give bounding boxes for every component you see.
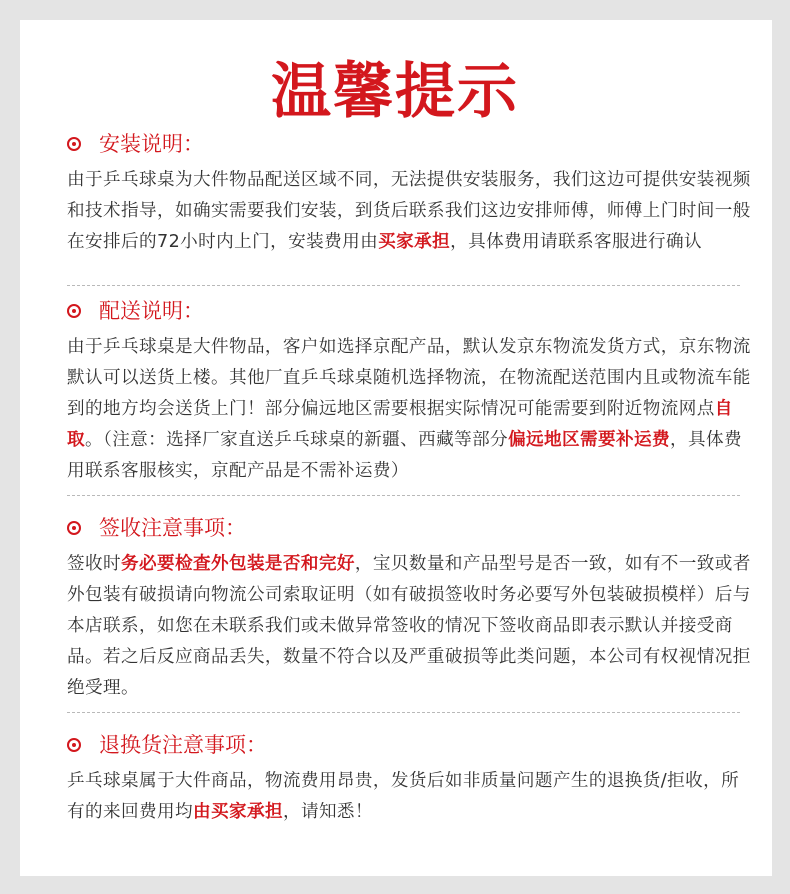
body-text: ，具体费用请联系客服进行确认 [450, 232, 702, 252]
section-body [67, 549, 757, 704]
target-bullet-icon [67, 137, 81, 151]
body-text: 。（注意：选择厂家直送乒乓球桌的新疆、西藏等部分 [85, 430, 509, 450]
section-heading [67, 511, 757, 545]
body-text: ，请知悉！ [282, 802, 373, 822]
body-text: 由于乒乓球桌为大件物品配送区域不同，无法提供安装服务，我们这边可提供安装视频和技术指导，如确实需要我们安装，到货后联系我们这边安排师傅，师傅上门时间一般在安排后的72小时内上门，安装费用由 [67, 170, 751, 252]
section-heading [67, 127, 757, 161]
section-heading [67, 294, 757, 328]
delivery-section [67, 294, 757, 487]
body-text: 签收时 [67, 554, 121, 574]
highlight-text: 务必要检查外包装是否和完好 [120, 554, 355, 574]
section-heading-text: 退换货注意事项： [99, 733, 267, 757]
target-bullet-icon [67, 521, 81, 535]
highlight-text: 买家承担 [378, 232, 451, 252]
body-text: ，具体费用联系客服核实，京配产品是不需补运费） [67, 430, 742, 481]
body-text: ，宝贝数量和产品型号是否一致，如有不一致或者外包装有破损请向物流公司索取证明（如有破损签收时务必要写外包装破损模样）后与本店联系，如您在未联系我们或未做异常签收的情况下签收商品即表示默认并接受商品。若之后反应商品丢失，数量不符合以及严重破损等此类问题，本公司有权视情况拒绝受理。 [67, 554, 751, 698]
section-divider [67, 495, 740, 496]
section-body [67, 766, 757, 828]
page-title: 温馨提示 [271, 57, 519, 127]
signing-section [67, 511, 757, 704]
highlight-text: 偏远地区需要补运费 [508, 430, 671, 450]
section-heading [67, 728, 757, 762]
target-bullet-icon [67, 738, 81, 752]
target-bullet-icon [67, 304, 81, 318]
install-section [67, 127, 757, 258]
highlight-text: 由买家承担 [192, 802, 283, 822]
section-heading-text: 签收注意事项： [99, 516, 246, 540]
body-text: 由于乒乓球桌是大件物品，客户如选择京配产品，默认发京东物流发货方式，京东物流默认可以送货上楼。其他厂直乒乓球桌随机选择物流，在物流配送范围内且或物流车能到的地方均会送货上门！部分偏远地区需要根据实际情况可能需要到附近物流网点 [67, 337, 751, 419]
body-text: 乒乓球桌属于大件商品，物流费用昂贵，发货后如非质量问题产生的退换货/拒收，所有的来回费用均 [67, 771, 740, 822]
section-heading-text: 配送说明： [99, 299, 204, 323]
section-divider [67, 712, 740, 713]
section-heading-text: 安装说明： [99, 132, 204, 156]
highlight-text: 自取 [67, 399, 733, 450]
section-body [67, 165, 757, 258]
return-section [67, 728, 757, 828]
section-body [67, 332, 757, 487]
section-divider [67, 285, 740, 286]
